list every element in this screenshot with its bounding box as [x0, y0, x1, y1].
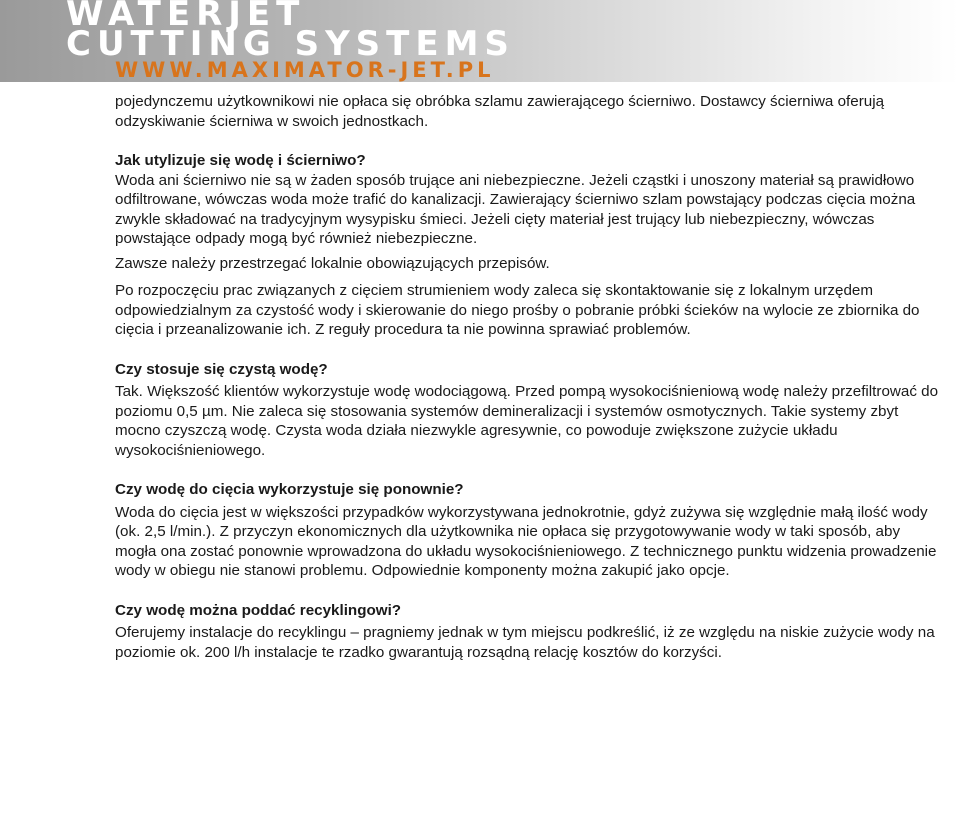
answer-disposal-p2: Zawsze należy przestrzegać lokalnie obowiązujących przepisów.: [115, 254, 550, 272]
header-banner: [0, 0, 959, 82]
document-body: [115, 92, 945, 662]
answer-recycling: Oferujemy instalacje do recyklingu – pragniemy jednak w tym miejscu podkreślić, iż ze względu na niskie zużycie wody na poziomie ok. 200 l/h instalacje te rzadko gwarantują rozsądną relację kosztów do korzyści.: [115, 624, 935, 661]
answer-clean-water: Tak. Większość klientów wykorzystuje wodę wodociągową. Przed pompą wysokociśnieniową wodę należy przefiltrować do poziomu 0,5 µm. Nie zaleca się stosowania systemów demineralizacji i systemów osmotycznych. Takie systemy zbyt mocno czyszczą wodę. Czysta woda działa niezwykle agresywnie, co powoduje zwiększone zużycie układu wysokociśnieniowego.: [115, 383, 939, 459]
brand-line-2: CUTTING SYSTEMS: [66, 24, 515, 64]
question-heading-clean-water: Czy stosuje się czystą wodę?: [115, 360, 328, 378]
intro-paragraph: pojedynczemu użytkownikowi nie opłaca się obróbka szlamu zawierającego ścierniwo. Dostawcy ścierniwa oferują odzyskiwanie ścierniwa w swoich jednostkach.: [115, 93, 885, 130]
brand-url: WWW.MAXIMATOR-JET.PL: [115, 58, 495, 82]
answer-disposal-p3: Po rozpoczęciu prac związanych z cięciem strumieniem wody zaleca się skontaktowanie się z lokalnym urzędem odpowiedzialnym za czystość wody i skierowanie do niego prośby o pobranie próbki ścieków na wylocie ze zbiornika do cięcia i przeanalizowanie ich. Z reguły procedura ta nie powinna sprawiać problemów.: [115, 282, 920, 338]
answer-disposal-p1: Woda ani ścierniwo nie są w żaden sposób trujące ani niebezpieczne. Jeżeli cząstki i unoszony materiał są prawidłowo odfiltrowane, wówczas woda może trafić do kanalizacji. Zawierający ścierniwo szlam powstający podczas cięcia można zwykle składować na tradycyjnym wysypisku śmieci. Jeżeli cięty materiał jest trujący lub niebezpieczny, wówczas powstające odpady mogą być również niebezpieczne.: [115, 171, 916, 247]
question-heading-recycling: Czy wodę można poddać recyklingowi?: [115, 601, 402, 619]
question-heading-reuse: Czy wodę do cięcia wykorzystuje się ponownie?: [115, 481, 464, 498]
brand-line-1: WATERJET: [66, 0, 306, 34]
question-heading-disposal: Jak utylizuje się wodę i ścierniwo?: [115, 152, 366, 169]
answer-reuse: Woda do cięcia jest w większości przypadków wykorzystywana jednokrotnie, gdyż zużywa się względnie małą ilość wody (ok. 2,5 l/min.). Z przyczyn ekonomicznych dla użytkownika nie opłaca się przygotowywanie wody w taki sposób, aby mogła ona zostać ponownie wprowadzona do układu wysokociśnieniowego. Z technicznego punktu widzenia prowadzenie wody w obiegu nie stanowi problemu. Odpowiednie komponenty można zakupić jako opcje.: [115, 503, 937, 579]
